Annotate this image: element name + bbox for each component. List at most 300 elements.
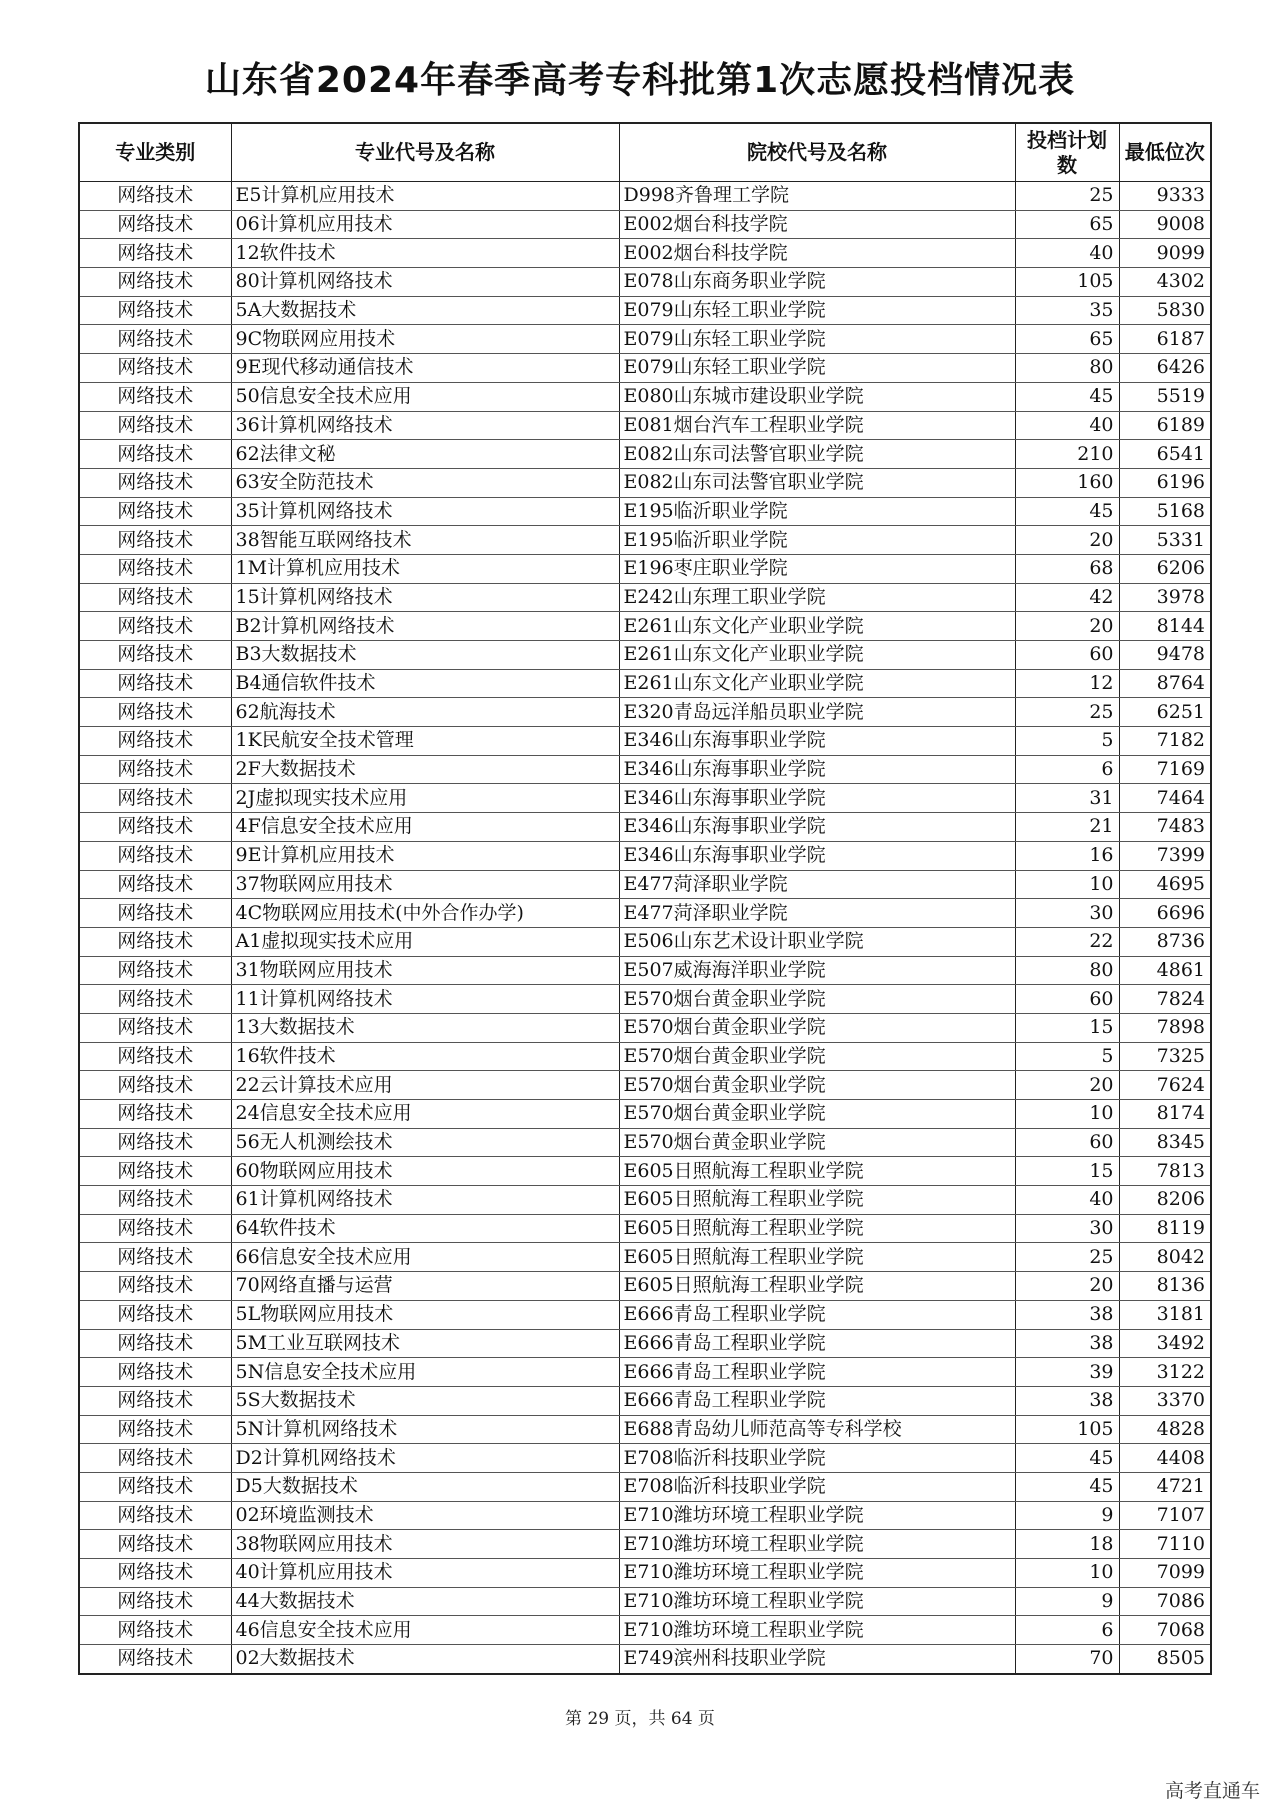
cell-category: 网络技术 bbox=[79, 325, 231, 354]
cell-rank: 7483 bbox=[1119, 813, 1211, 842]
cell-school: E710潍坊环境工程职业学院 bbox=[619, 1559, 1015, 1588]
cell-category: 网络技术 bbox=[79, 1128, 231, 1157]
cell-school: E570烟台黄金职业学院 bbox=[619, 1128, 1015, 1157]
cell-category: 网络技术 bbox=[79, 526, 231, 555]
cell-school: E605日照航海工程职业学院 bbox=[619, 1157, 1015, 1186]
cell-rank: 7624 bbox=[1119, 1071, 1211, 1100]
cell-major: 4C物联网应用技术(中外合作办学) bbox=[231, 899, 619, 928]
cell-rank: 3492 bbox=[1119, 1329, 1211, 1358]
cell-rank: 5168 bbox=[1119, 497, 1211, 526]
cell-school: E002烟台科技学院 bbox=[619, 210, 1015, 239]
cell-category: 网络技术 bbox=[79, 382, 231, 411]
cell-school: E195临沂职业学院 bbox=[619, 526, 1015, 555]
cell-plan: 80 bbox=[1015, 354, 1119, 383]
cell-school: E346山东海事职业学院 bbox=[619, 727, 1015, 756]
cell-category: 网络技术 bbox=[79, 1530, 231, 1559]
cell-major: D5大数据技术 bbox=[231, 1472, 619, 1501]
cell-major: 31物联网应用技术 bbox=[231, 956, 619, 985]
cell-rank: 8144 bbox=[1119, 612, 1211, 641]
cell-category: 网络技术 bbox=[79, 870, 231, 899]
cell-plan: 60 bbox=[1015, 1128, 1119, 1157]
cell-rank: 7086 bbox=[1119, 1587, 1211, 1616]
cell-plan: 10 bbox=[1015, 870, 1119, 899]
table-row bbox=[79, 1358, 1211, 1387]
header-major: 专业代号及名称 bbox=[231, 123, 619, 182]
cell-plan: 38 bbox=[1015, 1329, 1119, 1358]
cell-category: 网络技术 bbox=[79, 1358, 231, 1387]
cell-category: 网络技术 bbox=[79, 497, 231, 526]
cell-plan: 40 bbox=[1015, 239, 1119, 268]
cell-rank: 8206 bbox=[1119, 1186, 1211, 1215]
cell-rank: 4302 bbox=[1119, 268, 1211, 297]
cell-major: 38智能互联网络技术 bbox=[231, 526, 619, 555]
cell-school: E477菏泽职业学院 bbox=[619, 870, 1015, 899]
cell-major: 62法律文秘 bbox=[231, 440, 619, 469]
table-row bbox=[79, 1329, 1211, 1358]
cell-plan: 68 bbox=[1015, 554, 1119, 583]
cell-category: 网络技术 bbox=[79, 841, 231, 870]
cell-plan: 5 bbox=[1015, 727, 1119, 756]
cell-school: E666青岛工程职业学院 bbox=[619, 1329, 1015, 1358]
cell-major: 46信息安全技术应用 bbox=[231, 1616, 619, 1645]
cell-rank: 8119 bbox=[1119, 1214, 1211, 1243]
cell-major: 2J虚拟现实技术应用 bbox=[231, 784, 619, 813]
cell-plan: 16 bbox=[1015, 841, 1119, 870]
cell-major: D2计算机网络技术 bbox=[231, 1444, 619, 1473]
cell-rank: 9333 bbox=[1119, 182, 1211, 211]
cell-major: 35计算机网络技术 bbox=[231, 497, 619, 526]
table-row bbox=[79, 1071, 1211, 1100]
table-row bbox=[79, 927, 1211, 956]
cell-school: E346山东海事职业学院 bbox=[619, 784, 1015, 813]
cell-rank: 6696 bbox=[1119, 899, 1211, 928]
cell-school: E261山东文化产业职业学院 bbox=[619, 669, 1015, 698]
table-row bbox=[79, 1616, 1211, 1645]
cell-plan: 105 bbox=[1015, 1415, 1119, 1444]
cell-major: 66信息安全技术应用 bbox=[231, 1243, 619, 1272]
cell-category: 网络技术 bbox=[79, 899, 231, 928]
cell-school: E346山东海事职业学院 bbox=[619, 841, 1015, 870]
cell-school: E570烟台黄金职业学院 bbox=[619, 1042, 1015, 1071]
cell-plan: 20 bbox=[1015, 526, 1119, 555]
table-row bbox=[79, 1100, 1211, 1129]
cell-plan: 105 bbox=[1015, 268, 1119, 297]
cell-rank: 5331 bbox=[1119, 526, 1211, 555]
cell-major: 9C物联网应用技术 bbox=[231, 325, 619, 354]
table-row bbox=[79, 899, 1211, 928]
cell-rank: 8764 bbox=[1119, 669, 1211, 698]
cell-school: E710潍坊环境工程职业学院 bbox=[619, 1501, 1015, 1530]
cell-rank: 9478 bbox=[1119, 641, 1211, 670]
cell-major: A1虚拟现实技术应用 bbox=[231, 927, 619, 956]
cell-rank: 8136 bbox=[1119, 1272, 1211, 1301]
cell-category: 网络技术 bbox=[79, 411, 231, 440]
cell-rank: 8174 bbox=[1119, 1100, 1211, 1129]
table-row bbox=[79, 841, 1211, 870]
cell-major: 63安全防范技术 bbox=[231, 468, 619, 497]
cell-category: 网络技术 bbox=[79, 239, 231, 268]
table-row bbox=[79, 755, 1211, 784]
cell-category: 网络技术 bbox=[79, 755, 231, 784]
cell-category: 网络技术 bbox=[79, 956, 231, 985]
table-row bbox=[79, 985, 1211, 1014]
cell-major: 9E计算机应用技术 bbox=[231, 841, 619, 870]
cell-school: D998齐鲁理工学院 bbox=[619, 182, 1015, 211]
cell-plan: 10 bbox=[1015, 1559, 1119, 1588]
table-row bbox=[79, 727, 1211, 756]
cell-major: 44大数据技术 bbox=[231, 1587, 619, 1616]
cell-major: 56无人机测绘技术 bbox=[231, 1128, 619, 1157]
cell-plan: 9 bbox=[1015, 1587, 1119, 1616]
cell-school: E195临沂职业学院 bbox=[619, 497, 1015, 526]
table-row bbox=[79, 440, 1211, 469]
cell-plan: 35 bbox=[1015, 296, 1119, 325]
cell-major: 36计算机网络技术 bbox=[231, 411, 619, 440]
cell-rank: 7107 bbox=[1119, 1501, 1211, 1530]
cell-plan: 160 bbox=[1015, 468, 1119, 497]
cell-major: 1M计算机应用技术 bbox=[231, 554, 619, 583]
table-body bbox=[79, 182, 1211, 1674]
cell-major: 15计算机网络技术 bbox=[231, 583, 619, 612]
cell-school: E002烟台科技学院 bbox=[619, 239, 1015, 268]
cell-rank: 6206 bbox=[1119, 554, 1211, 583]
cell-major: 62航海技术 bbox=[231, 698, 619, 727]
cell-school: E078山东商务职业学院 bbox=[619, 268, 1015, 297]
cell-category: 网络技术 bbox=[79, 583, 231, 612]
table-row bbox=[79, 641, 1211, 670]
cell-school: E570烟台黄金职业学院 bbox=[619, 1013, 1015, 1042]
cell-category: 网络技术 bbox=[79, 1186, 231, 1215]
cell-category: 网络技术 bbox=[79, 440, 231, 469]
cell-category: 网络技术 bbox=[79, 1300, 231, 1329]
cell-plan: 22 bbox=[1015, 927, 1119, 956]
cell-plan: 30 bbox=[1015, 899, 1119, 928]
cell-category: 网络技术 bbox=[79, 784, 231, 813]
cell-major: 5M工业互联网技术 bbox=[231, 1329, 619, 1358]
cell-major: 06计算机应用技术 bbox=[231, 210, 619, 239]
cell-school: E688青岛幼儿师范高等专科学校 bbox=[619, 1415, 1015, 1444]
cell-category: 网络技术 bbox=[79, 927, 231, 956]
cell-plan: 20 bbox=[1015, 612, 1119, 641]
cell-category: 网络技术 bbox=[79, 468, 231, 497]
cell-school: E506山东艺术设计职业学院 bbox=[619, 927, 1015, 956]
cell-category: 网络技术 bbox=[79, 1587, 231, 1616]
cell-category: 网络技术 bbox=[79, 1100, 231, 1129]
cell-major: 61计算机网络技术 bbox=[231, 1186, 619, 1215]
cell-major: 70网络直播与运营 bbox=[231, 1272, 619, 1301]
cell-major: B2计算机网络技术 bbox=[231, 612, 619, 641]
table-row bbox=[79, 1472, 1211, 1501]
cell-rank: 7169 bbox=[1119, 755, 1211, 784]
table-row bbox=[79, 1243, 1211, 1272]
cell-school: E605日照航海工程职业学院 bbox=[619, 1272, 1015, 1301]
header-plan: 投档计划数 bbox=[1015, 123, 1119, 182]
table-row bbox=[79, 1157, 1211, 1186]
cell-major: 5A大数据技术 bbox=[231, 296, 619, 325]
cell-school: E082山东司法警官职业学院 bbox=[619, 440, 1015, 469]
cell-major: 12软件技术 bbox=[231, 239, 619, 268]
table-row bbox=[79, 210, 1211, 239]
cell-major: 02大数据技术 bbox=[231, 1645, 619, 1674]
table-header-row bbox=[79, 123, 1211, 182]
cell-rank: 7399 bbox=[1119, 841, 1211, 870]
cell-school: E708临沂科技职业学院 bbox=[619, 1444, 1015, 1473]
cell-rank: 6189 bbox=[1119, 411, 1211, 440]
cell-rank: 7182 bbox=[1119, 727, 1211, 756]
cell-rank: 9099 bbox=[1119, 239, 1211, 268]
table-row bbox=[79, 468, 1211, 497]
table-row bbox=[79, 612, 1211, 641]
cell-category: 网络技术 bbox=[79, 1386, 231, 1415]
cell-rank: 5519 bbox=[1119, 382, 1211, 411]
cell-rank: 8042 bbox=[1119, 1243, 1211, 1272]
cell-plan: 45 bbox=[1015, 1444, 1119, 1473]
cell-plan: 39 bbox=[1015, 1358, 1119, 1387]
cell-category: 网络技术 bbox=[79, 1272, 231, 1301]
cell-category: 网络技术 bbox=[79, 669, 231, 698]
cell-major: B4通信软件技术 bbox=[231, 669, 619, 698]
cell-major: 9E现代移动通信技术 bbox=[231, 354, 619, 383]
table-row bbox=[79, 239, 1211, 268]
cell-plan: 25 bbox=[1015, 1243, 1119, 1272]
cell-plan: 45 bbox=[1015, 382, 1119, 411]
admission-table bbox=[78, 122, 1212, 1675]
cell-plan: 31 bbox=[1015, 784, 1119, 813]
cell-category: 网络技术 bbox=[79, 354, 231, 383]
cell-rank: 7068 bbox=[1119, 1616, 1211, 1645]
table-row bbox=[79, 813, 1211, 842]
cell-category: 网络技术 bbox=[79, 612, 231, 641]
table-row bbox=[79, 1042, 1211, 1071]
cell-plan: 15 bbox=[1015, 1013, 1119, 1042]
cell-major: 11计算机网络技术 bbox=[231, 985, 619, 1014]
table-row bbox=[79, 526, 1211, 555]
cell-category: 网络技术 bbox=[79, 1444, 231, 1473]
cell-rank: 7898 bbox=[1119, 1013, 1211, 1042]
cell-category: 网络技术 bbox=[79, 1157, 231, 1186]
cell-school: E708临沂科技职业学院 bbox=[619, 1472, 1015, 1501]
table-row bbox=[79, 554, 1211, 583]
cell-rank: 6187 bbox=[1119, 325, 1211, 354]
cell-category: 网络技术 bbox=[79, 1071, 231, 1100]
cell-plan: 21 bbox=[1015, 813, 1119, 842]
table-row bbox=[79, 325, 1211, 354]
cell-rank: 7099 bbox=[1119, 1559, 1211, 1588]
cell-rank: 7464 bbox=[1119, 784, 1211, 813]
cell-major: 5L物联网应用技术 bbox=[231, 1300, 619, 1329]
cell-plan: 70 bbox=[1015, 1645, 1119, 1674]
cell-rank: 6426 bbox=[1119, 354, 1211, 383]
cell-school: E570烟台黄金职业学院 bbox=[619, 1100, 1015, 1129]
cell-rank: 6541 bbox=[1119, 440, 1211, 469]
table-row bbox=[79, 1272, 1211, 1301]
cell-major: 64软件技术 bbox=[231, 1214, 619, 1243]
table-row bbox=[79, 1013, 1211, 1042]
cell-rank: 4861 bbox=[1119, 956, 1211, 985]
table-row bbox=[79, 1386, 1211, 1415]
cell-school: E080山东城市建设职业学院 bbox=[619, 382, 1015, 411]
cell-category: 网络技术 bbox=[79, 1329, 231, 1358]
cell-category: 网络技术 bbox=[79, 1472, 231, 1501]
table-row bbox=[79, 411, 1211, 440]
cell-plan: 25 bbox=[1015, 182, 1119, 211]
page-title: 山东省2024年春季高考专科批第1次志愿投档情况表 bbox=[204, 60, 1076, 101]
cell-rank: 4408 bbox=[1119, 1444, 1211, 1473]
cell-school: E261山东文化产业职业学院 bbox=[619, 612, 1015, 641]
table-row bbox=[79, 1501, 1211, 1530]
cell-plan: 65 bbox=[1015, 325, 1119, 354]
cell-school: E605日照航海工程职业学院 bbox=[619, 1186, 1015, 1215]
table-row bbox=[79, 669, 1211, 698]
cell-plan: 6 bbox=[1015, 755, 1119, 784]
cell-major: B3大数据技术 bbox=[231, 641, 619, 670]
cell-school: E346山东海事职业学院 bbox=[619, 755, 1015, 784]
cell-school: E749滨州科技职业学院 bbox=[619, 1645, 1015, 1674]
cell-school: E346山东海事职业学院 bbox=[619, 813, 1015, 842]
cell-plan: 38 bbox=[1015, 1300, 1119, 1329]
cell-category: 网络技术 bbox=[79, 1415, 231, 1444]
cell-plan: 5 bbox=[1015, 1042, 1119, 1071]
cell-school: E081烟台汽车工程职业学院 bbox=[619, 411, 1015, 440]
cell-category: 网络技术 bbox=[79, 554, 231, 583]
cell-rank: 7110 bbox=[1119, 1530, 1211, 1559]
cell-rank: 7824 bbox=[1119, 985, 1211, 1014]
cell-major: 13大数据技术 bbox=[231, 1013, 619, 1042]
cell-major: 5S大数据技术 bbox=[231, 1386, 619, 1415]
cell-plan: 60 bbox=[1015, 641, 1119, 670]
cell-rank: 3181 bbox=[1119, 1300, 1211, 1329]
cell-school: E710潍坊环境工程职业学院 bbox=[619, 1530, 1015, 1559]
cell-plan: 42 bbox=[1015, 583, 1119, 612]
table-row bbox=[79, 956, 1211, 985]
table-row bbox=[79, 698, 1211, 727]
cell-major: 1K民航安全技术管理 bbox=[231, 727, 619, 756]
cell-plan: 40 bbox=[1015, 411, 1119, 440]
page-number: 第 29 页，共 64 页 bbox=[565, 1709, 715, 1729]
cell-major: 5N信息安全技术应用 bbox=[231, 1358, 619, 1387]
cell-plan: 18 bbox=[1015, 1530, 1119, 1559]
cell-category: 网络技术 bbox=[79, 1559, 231, 1588]
cell-school: E079山东轻工职业学院 bbox=[619, 325, 1015, 354]
cell-school: E570烟台黄金职业学院 bbox=[619, 985, 1015, 1014]
cell-plan: 45 bbox=[1015, 1472, 1119, 1501]
cell-school: E477菏泽职业学院 bbox=[619, 899, 1015, 928]
cell-rank: 6251 bbox=[1119, 698, 1211, 727]
table-row bbox=[79, 870, 1211, 899]
cell-school: E666青岛工程职业学院 bbox=[619, 1358, 1015, 1387]
cell-major: 2F大数据技术 bbox=[231, 755, 619, 784]
cell-school: E079山东轻工职业学院 bbox=[619, 354, 1015, 383]
cell-school: E079山东轻工职业学院 bbox=[619, 296, 1015, 325]
table-row bbox=[79, 354, 1211, 383]
watermark-text: 高考直通车 bbox=[1164, 1780, 1260, 1802]
cell-major: 50信息安全技术应用 bbox=[231, 382, 619, 411]
header-school: 院校代号及名称 bbox=[619, 123, 1015, 182]
cell-plan: 65 bbox=[1015, 210, 1119, 239]
cell-category: 网络技术 bbox=[79, 268, 231, 297]
cell-major: 02环境监测技术 bbox=[231, 1501, 619, 1530]
cell-plan: 38 bbox=[1015, 1386, 1119, 1415]
cell-category: 网络技术 bbox=[79, 698, 231, 727]
cell-rank: 8345 bbox=[1119, 1128, 1211, 1157]
cell-school: E666青岛工程职业学院 bbox=[619, 1300, 1015, 1329]
cell-plan: 60 bbox=[1015, 985, 1119, 1014]
cell-major: 4F信息安全技术应用 bbox=[231, 813, 619, 842]
cell-major: E5计算机应用技术 bbox=[231, 182, 619, 211]
cell-school: E507威海海洋职业学院 bbox=[619, 956, 1015, 985]
cell-major: 80计算机网络技术 bbox=[231, 268, 619, 297]
cell-rank: 7325 bbox=[1119, 1042, 1211, 1071]
cell-rank: 7813 bbox=[1119, 1157, 1211, 1186]
cell-school: E570烟台黄金职业学院 bbox=[619, 1071, 1015, 1100]
cell-school: E605日照航海工程职业学院 bbox=[619, 1214, 1015, 1243]
table-row bbox=[79, 583, 1211, 612]
cell-category: 网络技术 bbox=[79, 985, 231, 1014]
header-rank: 最低位次 bbox=[1119, 123, 1211, 182]
cell-rank: 4721 bbox=[1119, 1472, 1211, 1501]
cell-school: E666青岛工程职业学院 bbox=[619, 1386, 1015, 1415]
cell-plan: 80 bbox=[1015, 956, 1119, 985]
cell-category: 网络技术 bbox=[79, 182, 231, 211]
table-row bbox=[79, 1128, 1211, 1157]
cell-category: 网络技术 bbox=[79, 1645, 231, 1674]
table-row bbox=[79, 1645, 1211, 1674]
cell-major: 24信息安全技术应用 bbox=[231, 1100, 619, 1129]
cell-plan: 6 bbox=[1015, 1616, 1119, 1645]
cell-rank: 4695 bbox=[1119, 870, 1211, 899]
cell-major: 40计算机应用技术 bbox=[231, 1559, 619, 1588]
table-row bbox=[79, 1530, 1211, 1559]
cell-rank: 4828 bbox=[1119, 1415, 1211, 1444]
cell-category: 网络技术 bbox=[79, 1042, 231, 1071]
cell-school: E242山东理工职业学院 bbox=[619, 583, 1015, 612]
cell-category: 网络技术 bbox=[79, 641, 231, 670]
cell-rank: 8505 bbox=[1119, 1645, 1211, 1674]
cell-major: 16软件技术 bbox=[231, 1042, 619, 1071]
table-row bbox=[79, 1300, 1211, 1329]
cell-rank: 3978 bbox=[1119, 583, 1211, 612]
cell-category: 网络技术 bbox=[79, 813, 231, 842]
table-row bbox=[79, 1415, 1211, 1444]
cell-plan: 30 bbox=[1015, 1214, 1119, 1243]
table-row bbox=[79, 182, 1211, 211]
table-row bbox=[79, 1587, 1211, 1616]
cell-plan: 20 bbox=[1015, 1071, 1119, 1100]
cell-major: 38物联网应用技术 bbox=[231, 1530, 619, 1559]
cell-category: 网络技术 bbox=[79, 1013, 231, 1042]
cell-category: 网络技术 bbox=[79, 727, 231, 756]
table-row bbox=[79, 1214, 1211, 1243]
cell-rank: 5830 bbox=[1119, 296, 1211, 325]
cell-major: 22云计算技术应用 bbox=[231, 1071, 619, 1100]
cell-school: E082山东司法警官职业学院 bbox=[619, 468, 1015, 497]
table-row bbox=[79, 268, 1211, 297]
table-row bbox=[79, 1559, 1211, 1588]
table-row bbox=[79, 784, 1211, 813]
cell-school: E710潍坊环境工程职业学院 bbox=[619, 1587, 1015, 1616]
cell-plan: 40 bbox=[1015, 1186, 1119, 1215]
cell-major: 5N计算机网络技术 bbox=[231, 1415, 619, 1444]
cell-major: 37物联网应用技术 bbox=[231, 870, 619, 899]
cell-plan: 10 bbox=[1015, 1100, 1119, 1129]
cell-major: 60物联网应用技术 bbox=[231, 1157, 619, 1186]
cell-plan: 15 bbox=[1015, 1157, 1119, 1186]
cell-rank: 3370 bbox=[1119, 1386, 1211, 1415]
table-row bbox=[79, 1444, 1211, 1473]
header-category: 专业类别 bbox=[79, 123, 231, 182]
cell-plan: 12 bbox=[1015, 669, 1119, 698]
table-row bbox=[79, 296, 1211, 325]
